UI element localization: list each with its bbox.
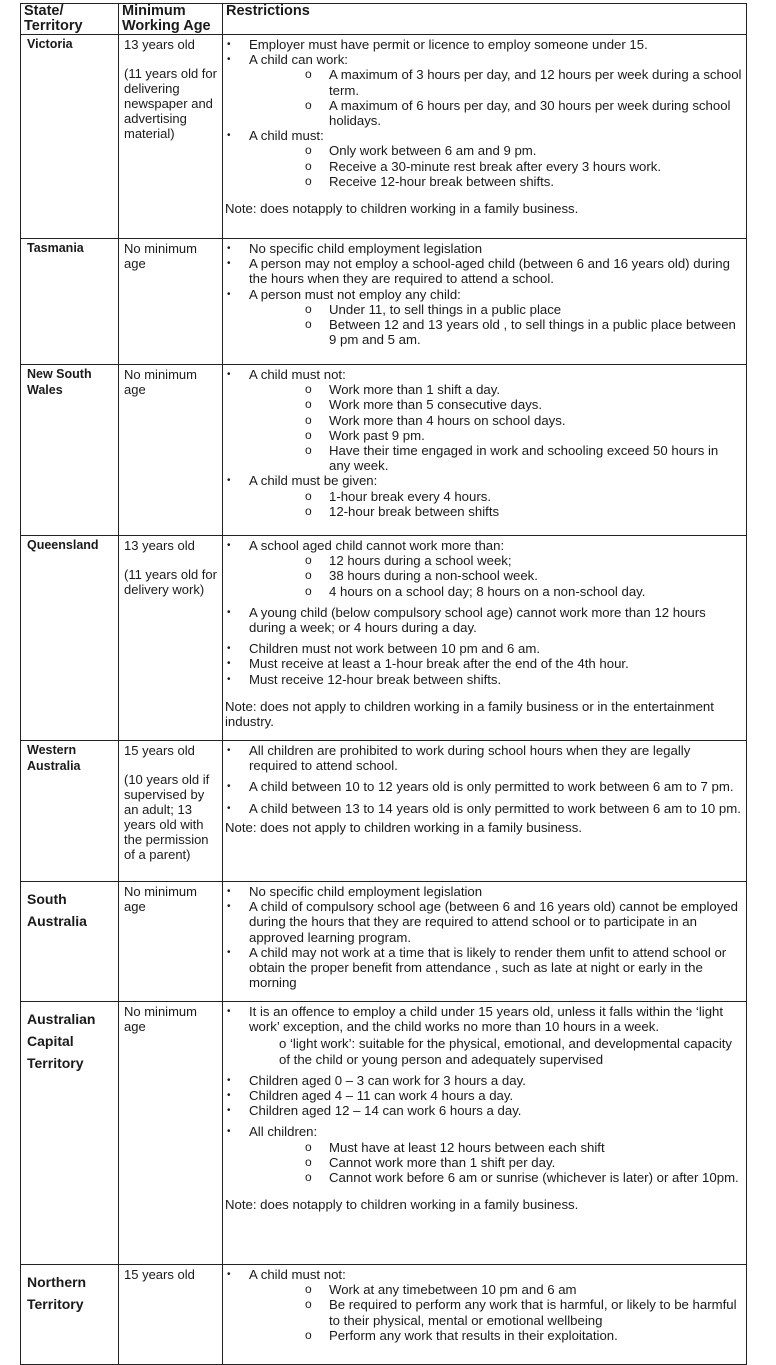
minimum-age-cell xyxy=(119,35,223,239)
restriction-text: A child must not: xyxy=(249,367,346,382)
sub-restriction-item: o Between 12 and 13 years old , to sell things in a public place between 9 pm and 5 am. xyxy=(305,317,742,347)
minimum-age: 15 years old xyxy=(124,743,195,758)
sub-restriction-item: o 1-hour break every 4 hours. xyxy=(305,489,742,504)
table-row xyxy=(21,365,747,536)
restriction-text: No specific child employment legislation xyxy=(249,884,483,899)
restriction-item xyxy=(225,605,742,635)
sub-restriction-item: o A maximum of 6 hours per day, and 30 hours per week during school holidays. xyxy=(305,98,742,128)
age-exception: (11 years old for delivering newspaper and advertising material) xyxy=(124,66,217,141)
table-row xyxy=(21,741,747,882)
sub-restriction-item: o A maximum of 3 hours per day, and 12 hours per week during a school term. xyxy=(305,67,742,97)
restriction-list xyxy=(225,37,742,189)
restriction-text: Children aged 0 – 3 can work for 3 hours a day. xyxy=(249,1072,526,1088)
header-state: State/ Territory xyxy=(21,4,119,35)
table-row xyxy=(21,882,747,1002)
sub-restriction-item: o Cannot work more than 1 shift per day. xyxy=(305,1155,742,1170)
restriction-text: Employer must have permit or licence to employ someone under 15. xyxy=(249,37,648,52)
sub-restriction-item: o Must have at least 12 hours between each shift xyxy=(305,1140,742,1155)
restrictions-cell xyxy=(223,536,747,741)
sub-restriction-list xyxy=(249,1140,742,1186)
sub-restriction-item: o Only work between 6 am and 9 pm. xyxy=(305,143,742,158)
restriction-item xyxy=(225,473,742,519)
note-text: Note: does notapply to children working in a family business. xyxy=(225,201,579,217)
state-name: Northern Territory xyxy=(21,1265,119,1365)
sub-restriction-item: o 4 hours on a school day; 8 hours on a non-school day. xyxy=(305,584,742,599)
restriction-item xyxy=(225,1073,742,1088)
restriction-text: A child must be given: xyxy=(249,473,378,489)
minimum-age: No minimum age xyxy=(124,884,197,914)
restriction-list xyxy=(225,241,742,347)
restriction-text: A child between 13 to 14 years old is only permitted to work between 6 am to 10 pm. xyxy=(249,800,741,816)
restriction-item xyxy=(225,641,742,656)
restriction-item xyxy=(225,899,742,945)
restriction-item xyxy=(225,37,742,52)
minimum-age-cell xyxy=(119,239,223,365)
restrictions-cell xyxy=(223,35,747,239)
state-name: Tasmania xyxy=(21,239,119,365)
restriction-item xyxy=(225,1267,742,1343)
sub-restriction-item: o Receive 12-hour break between shifts. xyxy=(305,174,742,189)
sub-restriction-item: o Be required to perform any work that is harmful, or likely to be harmful to their physical, mental or emotional wellbeing xyxy=(305,1297,742,1327)
restrictions-cell xyxy=(223,365,747,536)
state-name: Queensland xyxy=(21,536,119,741)
restriction-text: A person may not employ a school-aged child (between 6 and 16 years old) during the hours when they are required to attend a school. xyxy=(249,256,730,287)
table-row xyxy=(21,239,747,365)
restriction-text: No specific child employment legislation xyxy=(249,241,483,256)
minimum-age-cell xyxy=(119,882,223,1002)
restriction-item xyxy=(225,1088,742,1103)
light-work-definition xyxy=(249,1036,742,1066)
restriction-list xyxy=(225,884,742,990)
restriction-item xyxy=(225,287,742,348)
state-name: New South Wales xyxy=(21,365,119,536)
restrictions-cell xyxy=(223,882,747,1002)
restriction-text: A school aged child cannot work more than: xyxy=(249,538,505,553)
light-work-text: o ‘light work’: suitable for the physical, emotional, and developmental capacity of the child or young person and adequately supervised xyxy=(279,1036,733,1067)
restriction-item xyxy=(225,743,742,773)
age-exception: (11 years old for delivery work) xyxy=(124,567,217,597)
minimum-age: 13 years old xyxy=(124,538,195,553)
sub-restriction-list xyxy=(249,302,742,348)
restrictions-cell xyxy=(223,741,747,882)
restriction-item xyxy=(225,538,742,599)
child-employment-table xyxy=(20,3,747,1365)
restriction-item xyxy=(225,672,742,687)
restriction-item xyxy=(225,884,742,899)
restriction-text: It is an offence to employ a child under 15 years old, unless it falls within the ‘light work’ exception, and the child works no more than 10 hours in a week. xyxy=(249,1004,724,1035)
header-restrictions: Restrictions xyxy=(223,4,747,35)
restriction-item xyxy=(225,656,742,671)
restriction-text: Must receive 12-hour break between shifts. xyxy=(249,671,502,687)
minimum-age-cell xyxy=(119,365,223,536)
minimum-age: 13 years old xyxy=(124,37,195,52)
restriction-text: Children must not work between 10 pm and 6 am. xyxy=(249,641,541,657)
restriction-text: Must receive at least a 1-hour break after the end of the 4th hour. xyxy=(249,656,629,672)
sub-restriction-item: o Receive a 30-minute rest break after every 3 hours work. xyxy=(305,159,742,174)
sub-restriction-item: o 38 hours during a non-school week. xyxy=(305,568,742,583)
restriction-list xyxy=(225,1267,742,1343)
restriction-text: Children aged 4 – 11 can work 4 hours a day. xyxy=(249,1088,514,1104)
state-name: Victoria xyxy=(21,35,119,239)
restrictions-cell xyxy=(223,1265,747,1365)
restriction-item xyxy=(225,779,742,794)
state-name: South Australia xyxy=(21,882,119,1002)
note-text: Note: does not apply to children working in a family business. xyxy=(225,819,582,835)
restriction-item xyxy=(225,945,742,991)
restriction-text: A child of compulsory school age (between 6 and 16 years old) cannot be employed during the hours that they are required to attend school or to participate in an approved learning program. xyxy=(249,899,738,945)
minimum-age: 15 years old xyxy=(124,1267,195,1282)
sub-restriction-list xyxy=(249,489,742,519)
sub-restriction-item: o Work at any timebetween 10 pm and 6 am xyxy=(305,1282,742,1297)
restriction-text: A child must: xyxy=(249,128,324,144)
restriction-list xyxy=(225,1004,742,1185)
restriction-list xyxy=(225,743,742,816)
restrictions-cell xyxy=(223,239,747,365)
age-exception: (10 years old if supervised by an adult; 13 years old with the permission of a parent) xyxy=(124,772,210,862)
table-body xyxy=(21,35,747,1365)
restriction-item xyxy=(225,1004,742,1067)
restriction-text: All children: xyxy=(249,1124,318,1140)
sub-restriction-item: o Perform any work that results in their exploitation. xyxy=(305,1328,742,1343)
sub-restriction-list xyxy=(249,67,742,128)
minimum-age-cell xyxy=(119,1265,223,1365)
minimum-age: No minimum age xyxy=(124,367,197,397)
restriction-list xyxy=(225,367,742,519)
sub-restriction-item: o Work more than 1 shift a day. xyxy=(305,382,742,397)
sub-restriction-item: o Cannot work before 6 am or sunrise (whichever is later) or after 10pm. xyxy=(305,1170,742,1185)
sub-restriction-item: o Work more than 4 hours on school days. xyxy=(305,413,742,428)
table-row xyxy=(21,1265,747,1365)
minimum-age-cell xyxy=(119,536,223,741)
note-text: Note: does not apply to children working in a family business or in the entertainment industry. xyxy=(225,698,714,730)
restriction-list xyxy=(225,538,742,687)
sub-restriction-list xyxy=(249,1282,742,1343)
restriction-text: A child can work: xyxy=(249,52,348,68)
sub-restriction-item: o 12-hour break between shifts xyxy=(305,504,742,519)
restriction-text: Children aged 12 – 14 can work 6 hours a day. xyxy=(249,1103,522,1119)
restriction-item xyxy=(225,801,742,816)
restriction-text: A child must not: xyxy=(249,1267,346,1282)
restriction-text: A young child (below compulsory school age) cannot work more than 12 hours during a week; or 4 hours during a day. xyxy=(249,604,706,636)
restriction-item xyxy=(225,52,742,128)
table-row xyxy=(21,536,747,741)
table-row xyxy=(21,35,747,239)
sub-restriction-item: o Work past 9 pm. xyxy=(305,428,742,443)
sub-restriction-item: o Have their time engaged in work and schooling exceed 50 hours in any week. xyxy=(305,443,742,473)
state-name: Australian Capital Territory xyxy=(21,1002,119,1265)
sub-restriction-list xyxy=(249,553,742,599)
sub-restriction-list xyxy=(249,382,742,473)
sub-restriction-item: o Under 11, to sell things in a public place xyxy=(305,302,742,317)
state-name: Western Australia xyxy=(21,741,119,882)
restriction-item xyxy=(225,367,742,473)
minimum-age-cell xyxy=(119,741,223,882)
sub-restriction-item: o 12 hours during a school week; xyxy=(305,553,742,568)
restriction-item xyxy=(225,128,742,189)
minimum-age-cell xyxy=(119,1002,223,1265)
restriction-item xyxy=(225,1103,742,1118)
restriction-text: All children are prohibited to work during school hours when they are legally required to attend school. xyxy=(249,743,691,774)
table-row xyxy=(21,1002,747,1265)
header-row xyxy=(21,4,747,35)
minimum-age: No minimum age xyxy=(124,241,197,271)
restriction-item xyxy=(225,256,742,286)
restriction-item xyxy=(225,241,742,256)
sub-restriction-item: o Work more than 5 consecutive days. xyxy=(305,397,742,412)
header-age: Minimum Working Age xyxy=(119,4,223,35)
restriction-text: A person must not employ any child: xyxy=(249,286,461,302)
note-text: Note: does notapply to children working in a family business. xyxy=(225,1197,579,1213)
restriction-text: A child between 10 to 12 years old is only permitted to work between 6 am to 7 pm. xyxy=(249,779,734,795)
restriction-text: A child may not work at a time that is likely to render them unfit to attend school or obtain the proper benefit from attendance , such as late at night or early in the morning xyxy=(249,944,727,991)
restriction-item xyxy=(225,1124,742,1185)
minimum-age: No minimum age xyxy=(124,1004,197,1034)
sub-restriction-list xyxy=(249,143,742,189)
restrictions-cell xyxy=(223,1002,747,1265)
